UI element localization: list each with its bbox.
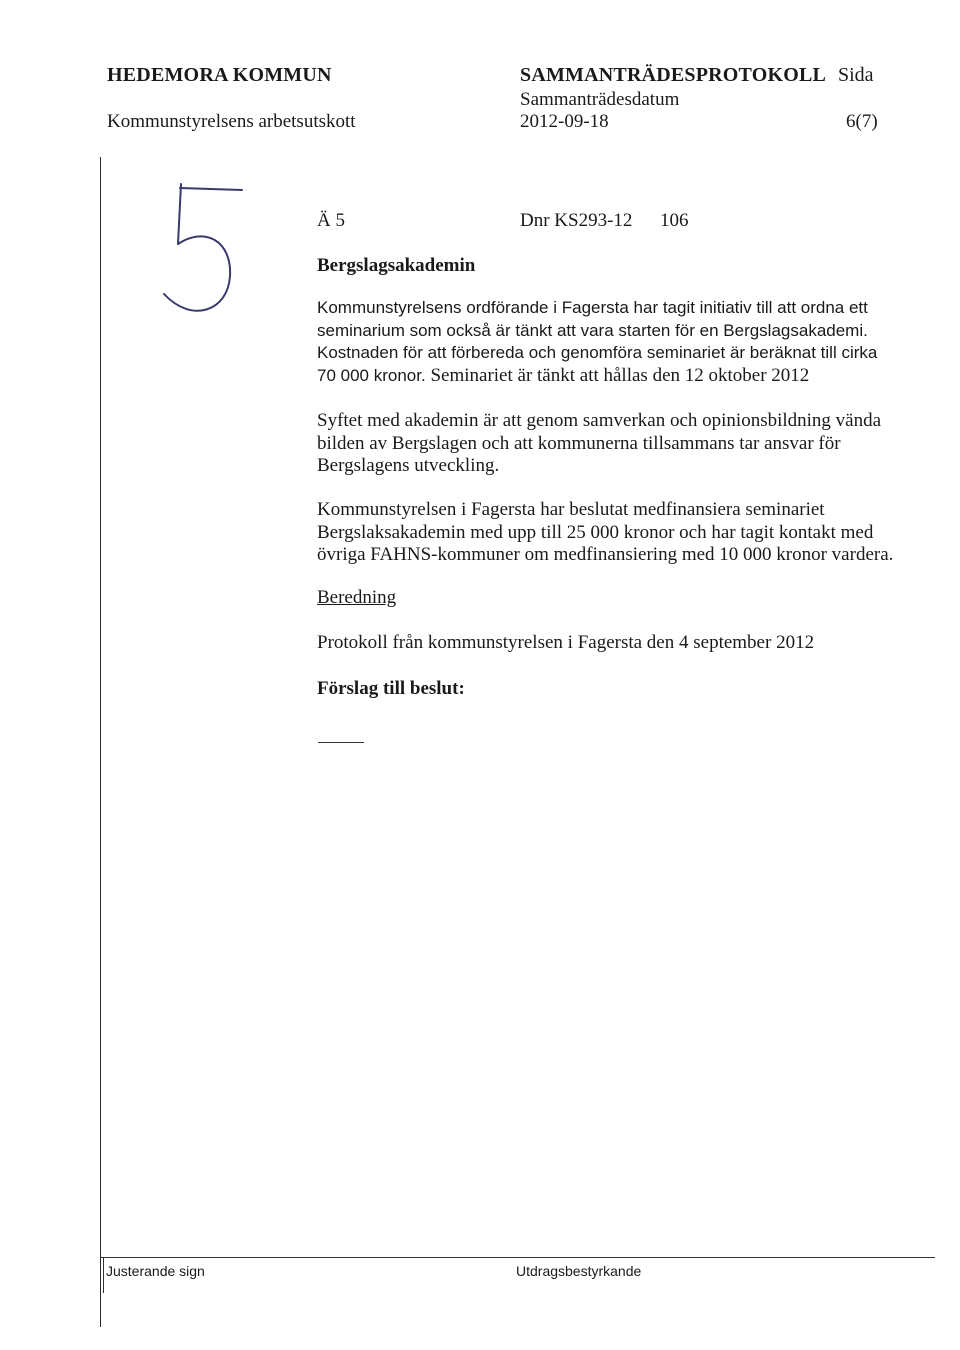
paragraph-purpose [317, 410, 917, 478]
paragraph-line: Bergslagens utveckling. [317, 455, 500, 476]
paragraph-initiative [317, 297, 917, 387]
paragraph-line: Syftet med akademin är att genom samverkan och opinionsbildning vända [317, 410, 882, 431]
handwritten-number-five [150, 176, 250, 326]
adjuster-signature-label: Justerande sign [106, 1263, 205, 1279]
cost-amount: 70 000 kronor. [317, 365, 426, 385]
document-type-title: SAMMANTRÄDESPROTOKOLL [520, 64, 827, 86]
extract-certification-label: Utdragsbestyrkande [516, 1263, 642, 1279]
seminar-date-text: Seminariet är tänkt att hållas den 12 oktober 2012 [430, 364, 810, 386]
paragraph-financing [317, 499, 917, 567]
preparation-reference: Protokoll från kommunstyrelsen i Fagersta den 4 september 2012 [317, 632, 815, 653]
paragraph-line: Kommunstyrelsens ordförande i Fagersta har tagit initiativ till att ordna ett [317, 298, 868, 317]
paragraph-line: Kommunstyrelsen i Fagersta har beslutat medfinansiera seminariet [317, 499, 825, 520]
end-rule [318, 742, 364, 743]
footer-box-edge [103, 1257, 104, 1293]
meeting-date-label: Sammanträdesdatum [520, 89, 680, 110]
organization-name: HEDEMORA KOMMUN [107, 64, 332, 86]
paragraph-line: Kostnaden för att förbereda och genomföra seminariet är beräknat till cirka [317, 343, 878, 362]
proposal-heading: Förslag till beslut: [317, 678, 465, 699]
section-title: Bergslagsakademin [317, 255, 476, 276]
page-label: Sida [838, 64, 874, 86]
meeting-date: 2012-09-18 [520, 111, 609, 132]
diary-number: Dnr KS293-12 [520, 210, 633, 231]
paragraph-line: Bergslaksakademin med upp till 25 000 kronor och har tagit kontakt med [317, 521, 874, 543]
left-margin-line [100, 157, 101, 1327]
paragraph-line: övriga FAHNS-kommuner om medfinansiering med 10 000 kronor vardera. [317, 544, 894, 565]
paragraph-line: bilden av Bergslagen och att kommunerna tillsammans tar ansvar för [317, 432, 841, 454]
department-name: Kommunstyrelsens arbetsutskott [107, 111, 356, 132]
diary-sub-number: 106 [660, 210, 689, 231]
footer-rule [100, 1257, 935, 1258]
paragraph-line [317, 365, 917, 388]
paragraph-line: seminarium som också är tänkt att vara starten för en Bergslagsakademi. [317, 320, 868, 340]
preparation-heading: Beredning [317, 587, 397, 608]
paragraph-number: Ä 5 [317, 210, 345, 231]
page-number: 6(7) [846, 111, 878, 132]
